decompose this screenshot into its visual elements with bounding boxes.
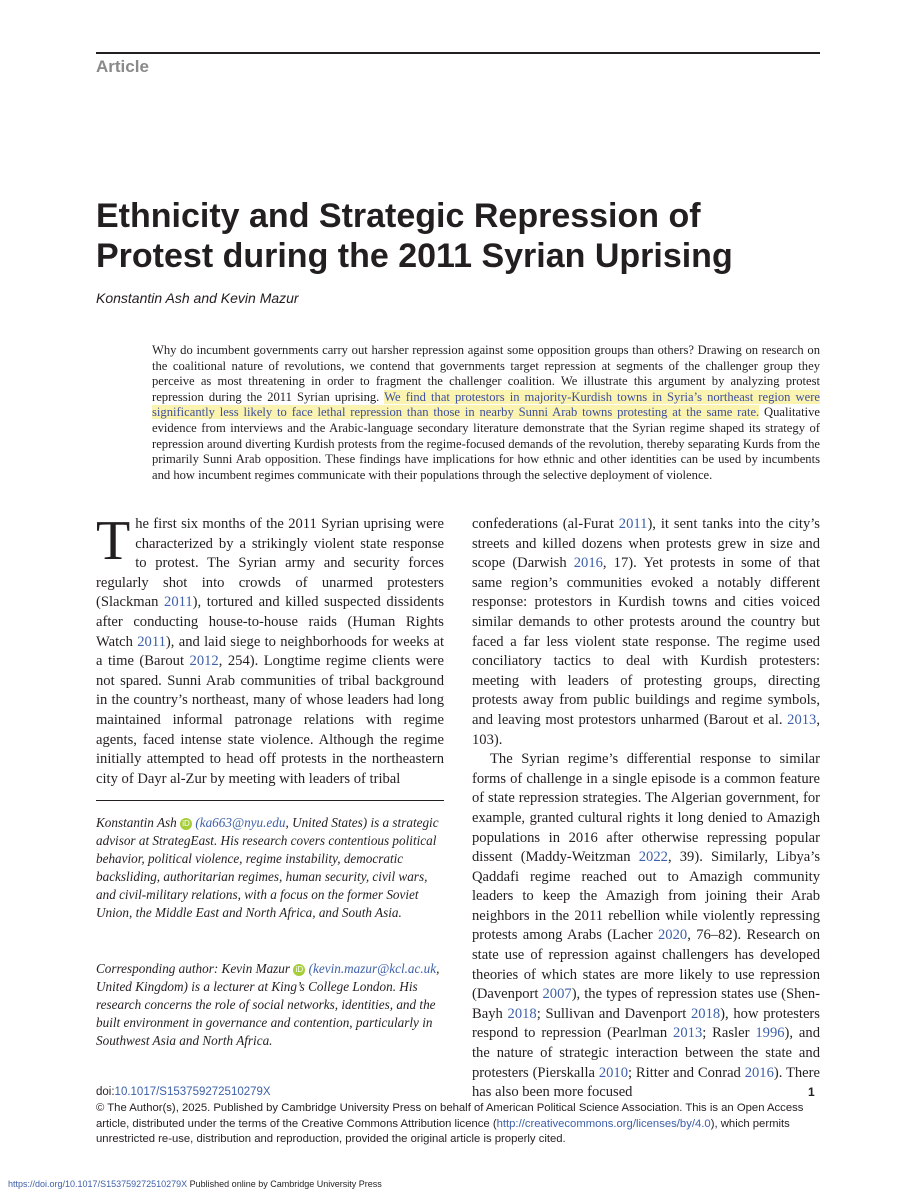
citation-link[interactable]: 2013	[787, 711, 817, 728]
page-footer	[8, 1179, 382, 1189]
body-column-left	[96, 510, 445, 789]
citation-link[interactable]: 2010	[598, 1064, 629, 1081]
body-text: The Syrian regime’s differential response to similar forms of challenge in a single episode is a common feature of state repression strategies. The Algerian government, for example, granted cultural rights it long denied to Amazigh populations in 2016 after otherwise repressing popular dissent (Maddy-Weitzman	[472, 751, 820, 866]
author-email-link[interactable]: (kevin.mazur@kcl.ac.uk	[308, 961, 437, 976]
body-text: ), the types of repression states use (Shen-Bayh	[472, 986, 820, 1022]
doi-prefix: doi:	[96, 1086, 115, 1098]
license-text: © The Author(s), 2025. Published by Cambridge University Press on behalf of American Political Science Association. This is an Open Access article, distributed under the terms of the Creative Commons Attribution licence (	[96, 1102, 804, 1130]
doi-line	[96, 1086, 271, 1098]
orcid-icon[interactable]: iD	[293, 964, 305, 976]
license-link[interactable]: http://creativecommons.org/licenses/by/4.0	[496, 1117, 711, 1130]
author-bio-mazur	[96, 960, 444, 1050]
citation-link[interactable]: 2018	[507, 1005, 537, 1022]
citation-link[interactable]: 2020	[658, 927, 688, 944]
license-notice	[96, 1101, 822, 1148]
citation-link[interactable]: 2016	[744, 1064, 774, 1081]
citation-link[interactable]: 2016	[573, 555, 603, 572]
title-line-1: Ethnicity and Strategic Repression of	[96, 197, 701, 235]
doi-link[interactable]: 10.1017/S153759272510279X	[114, 1086, 271, 1098]
body-column-right	[472, 515, 820, 1103]
section-label: Article	[96, 57, 149, 76]
abstract-highlight[interactable]: We find that protestors in majority-Kurdish towns in Syria’s northeast region were significantly less likely to face lethal repression than those in nearby Sunni Arab towns protesting at the same rate.	[152, 389, 820, 420]
body-text: ). There has also been more focused	[472, 1064, 820, 1101]
citation-link[interactable]: 2007	[542, 986, 572, 1003]
body-text: ), tortured and killed suspected dissidents after conducting house-to-house raids (Human Rights Watch	[96, 594, 444, 650]
author-name: Corresponding author: Kevin Mazur	[96, 961, 291, 976]
citation-link[interactable]: 2022	[638, 849, 668, 866]
body-text: ), it sent tanks into the city’s streets and killed dozens when protests grew in size and scope (Darwish	[472, 516, 820, 572]
citation-link[interactable]: 2012	[189, 653, 219, 670]
citation-link[interactable]: 2013	[673, 1025, 703, 1042]
body-text: ), and laid siege to neighborhoods for weeks at a time (Barout	[96, 633, 445, 670]
abstract-text-end: Qualitative evidence from interviews and the Arabic-language secondary literature demonstrate that the Syrian regime shaped its strategy of repression around diverting Kurdish protests from the regime-focused demands of the revolution, thereby separating Kurds from the primarily Sunni Arab opposition. These findings have implications for how ethnic and other identities can be used by incumbents and how incumbent regimes communicate with their populations through the selective deployment of violence.	[152, 405, 820, 482]
citation-link[interactable]: 2011	[164, 594, 193, 611]
body-text: ; Sullivan and Davenport	[536, 1005, 691, 1022]
footer-text: Published online by Cambridge University Press	[187, 1179, 382, 1189]
drop-cap: T	[96, 510, 131, 572]
author-notes-rule	[96, 800, 444, 801]
page-number: 1	[808, 1085, 815, 1099]
orcid-icon[interactable]: iD	[180, 818, 192, 830]
body-text: , 39). Similarly, Libya’s Qaddafi regime reached out to Amazigh community leaders to keep the Amazigh from joining their Arab neighbors in the 2011 rebellion while violently repressing protests among Arabs (Lacher	[472, 849, 820, 944]
citation-link[interactable]: 1996	[755, 1025, 785, 1042]
author-name: Konstantin Ash	[96, 815, 177, 830]
body-text: ; Ritter and Conrad	[628, 1064, 745, 1081]
body-paragraph	[472, 515, 820, 750]
article-title	[96, 196, 820, 276]
author-bio-ash	[96, 814, 444, 922]
body-paragraph	[96, 510, 445, 789]
citation-link[interactable]: 2011	[618, 516, 648, 532]
body-text: , 76–82). Research on state use of repression against challengers has developed theories of which states are more likely to use repression (Davenport	[472, 927, 820, 1003]
abstract	[152, 343, 820, 483]
footer-doi-link[interactable]: https://doi.org/10.1017/S153759272510279X	[8, 1179, 188, 1189]
body-text: confederations (al-Furat	[472, 516, 619, 532]
body-text: , 17). Yet protests in some of that same region’s communities evoked a notably different response: protestors in Kurdish towns and cities voiced similar demands to other protests around the country but faced a far less violent state response. The regime used conciliatory tactics to deal with Kurdish protesters: meeting with leaders of protesting groups, directing protests away from public buildings and regime symbols, and leaving most protestors unharmed (Barout et al.	[472, 555, 820, 728]
header-rule	[96, 52, 820, 54]
author-email-link[interactable]: (ka663@nyu.edu	[195, 815, 286, 830]
author-bio-text: , United Kingdom) is a lecturer at King’s College London. His research concerns the role of social networks, identities, and the built environment in governance and contention, particularly in Southwest Asia and North Africa.	[96, 961, 440, 1048]
title-line-2: Protest during the 2011 Syrian Uprising	[96, 237, 733, 275]
license-text: ), which permits unrestricted re-use, distribution and reproduction, provided the original article is properly cited.	[96, 1117, 790, 1145]
body-text: ), and the nature of strategic interaction between the state and protesters (Pierskalla	[472, 1025, 820, 1081]
abstract-text-start: Why do incumbent governments carry out harsher repression against some opposition groups than others? Drawing on research on the coalitional nature of revolutions, we contend that governments target repression at segments of the challenger group they perceive as most threatening in order to fragment the challenger coalition. We illustrate this argument by analyzing protest repression during the 2011 Syrian uprising.	[152, 343, 820, 404]
body-text: ; Rasler	[702, 1025, 756, 1042]
body-text: ), how protesters respond to repression (Pearlman	[472, 1005, 820, 1042]
citation-link[interactable]: 2011	[137, 633, 166, 650]
citation-link[interactable]: 2018	[690, 1005, 721, 1022]
body-text: , 254). Longtime regime clients were not spared. Sunni Arab communities of tribal background in the country’s northeast, many of whose leaders had long maintained informal patronage relations with regime agents, faced intense state violence. Although the regime initially attempted to head off protests in the northeastern city of Dayr al-Zur by meeting with leaders of tribal	[96, 653, 444, 787]
body-text: , 103).	[472, 711, 820, 748]
body-paragraph	[472, 750, 820, 1103]
body-text: he first six months of the 2011 Syrian uprising were characterized by a strikingly violent state response to protest. The Syrian army and security forces regularly shot into crowds of unarmed protesters (Slackman	[96, 516, 444, 611]
author-bio-text: , United States) is a strategic advisor at StrategEast. His research covers contentious political behavior, political violence, regime instability, democratic backsliding, authoritarian regimes, human security, civil wars, and civil-military relations, with a focus on the former Soviet Union, the Middle East and North Africa, and South Asia.	[96, 815, 439, 920]
author-list: Konstantin Ash and Kevin Mazur	[96, 290, 299, 306]
